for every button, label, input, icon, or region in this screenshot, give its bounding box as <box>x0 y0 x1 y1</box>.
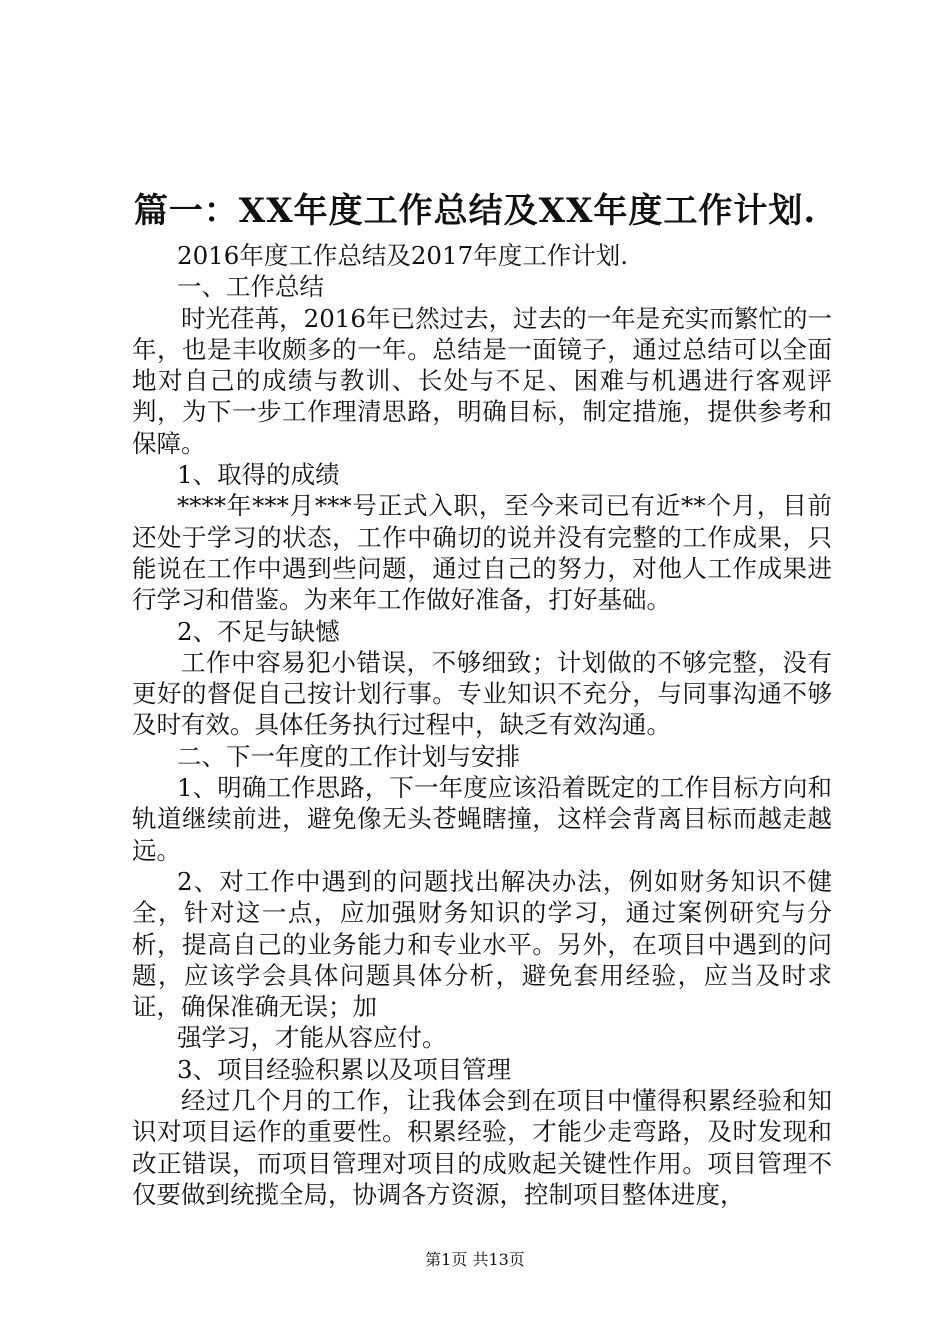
subheading-achievements: 1、取得的成绩 <box>177 460 340 490</box>
paragraph-achievements: ****年***月***号正式入职，至今来司已有近**个月，目前还处于学习的状态，工作中确切的说并没有完整的工作成果，只能说在工作中遇到些问题，通过自己的努力，对他人工作成果进行学习和借鉴。为来年工作做好准备，打好基础。 <box>132 491 832 615</box>
section-heading-next-year-plan: 二、下一年度的工作计划与安排 <box>177 741 520 771</box>
paragraph-subtitle: 2016年度工作总结及2017年度工作计划. <box>177 241 628 270</box>
subheading-project-experience: 3、项目经验积累以及项目管理 <box>177 1054 512 1084</box>
section-heading-work-summary: 一、工作总结 <box>177 272 324 302</box>
document-body <box>132 240 832 1210</box>
paragraph-plan-2: 2、对工作中遇到的问题找出解决办法，例如财务知识不健全，针对这一点，应加强财务知识的学习，通过案例研究与分析，提高自己的业务能力和专业水平。另外，在项目中遇到的问题，应该学会具体问题具体分析，避免套用经验，应当及时求证，确保准确无误；加 <box>132 866 832 1022</box>
paragraph-plan-1: 1、明确工作思路，下一年度应该沿着既定的工作目标方向和轨道继续前进，避免像无头苍蝇瞎撞，这样会背离目标而越走越远。 <box>132 773 832 865</box>
paragraph-project-experience: 经过几个月的工作，让我体会到在项目中懂得积累经验和知识对项目运作的重要性。积累经验，才能少走弯路，及时发现和改正错误，而项目管理对项目的成败起关键性作用。项目管理不仅要做到统揽全局，协调各方资源，控制项目整体进度， <box>132 1086 832 1209</box>
paragraph-shortcomings: 工作中容易犯小错误，不够细致；计划做的不够完整，没有更好的督促自己按计划行事。专业知识不充分，与同事沟通不够及时有效。具体任务执行过程中，缺乏有效沟通。 <box>132 647 832 740</box>
paragraph-intro: 时光荏苒，2016年已然过去，过去的一年是充实而繁忙的一年，也是丰收颇多的一年。总结是一面镜子，通过总结可以全面地对自己的成绩与教训、长处与不足、困难与机遇进行客观评判，为下一步工作理清思路，明确目标，制定措施，提供参考和保障。 <box>132 303 832 458</box>
document-title: 篇一：XX年度工作总结及XX年度工作计划. <box>133 191 817 231</box>
page-number-footer: 第1页 共13页 <box>425 1250 525 1269</box>
paragraph-plan-2-continued: 强学习，才能从容应付。 <box>177 1023 447 1053</box>
subheading-shortcomings: 2、不足与缺憾 <box>177 616 340 646</box>
